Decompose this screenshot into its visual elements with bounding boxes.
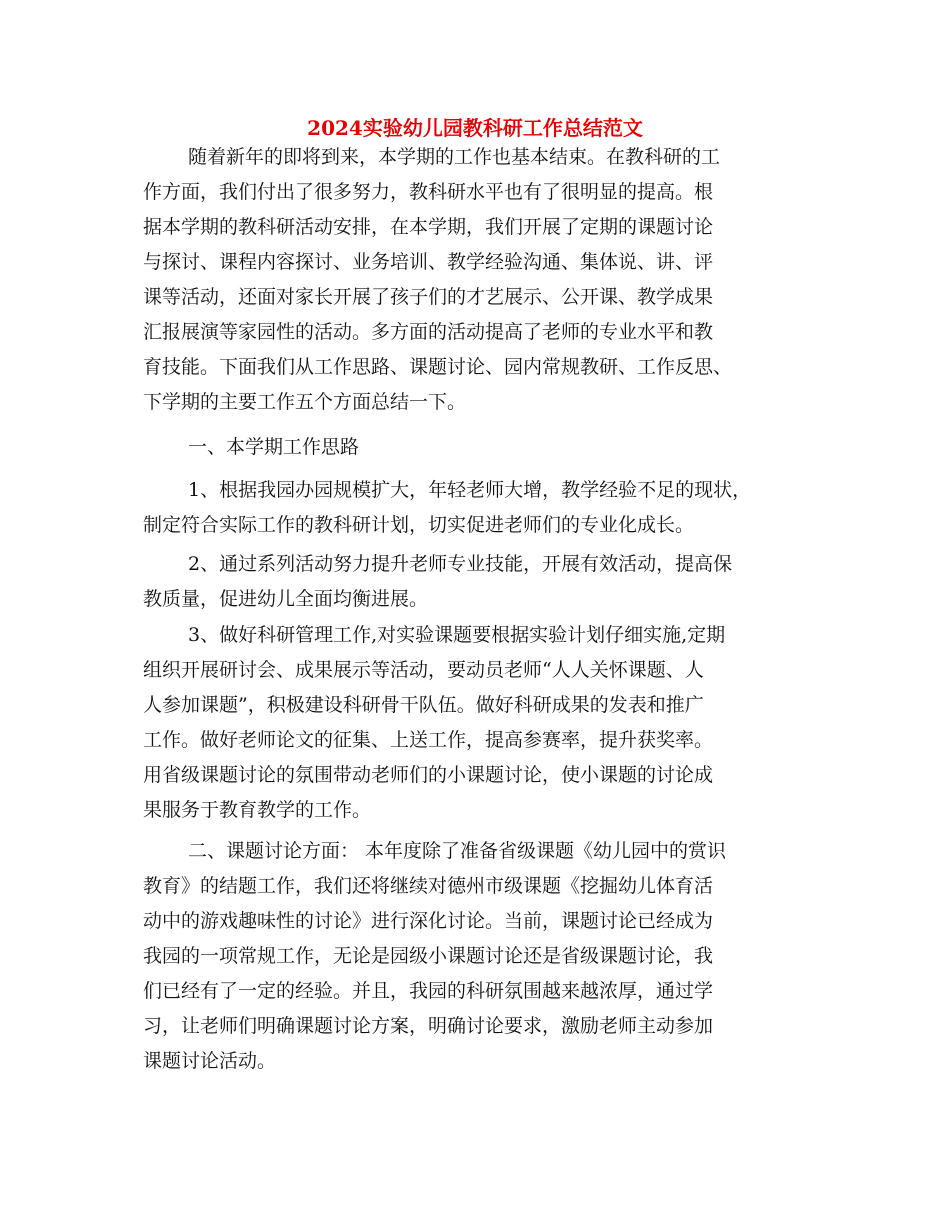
paragraph-line: 果服务于教育教学的工作。 — [143, 799, 372, 821]
paragraph-line: 作方面，我们付出了很多努力，教科研水平也有了很明显的提高。根 — [143, 181, 714, 203]
paragraph-line: 2、通过系列活动努力提升老师专业技能，开展有效活动，提高保 — [188, 553, 733, 575]
section-heading: 一、本学期工作思路 — [188, 436, 360, 458]
paragraph-line: 课等活动，还面对家长开展了孩子们的才艺展示、公开课、教学成果 — [143, 286, 714, 308]
section-heading: 二、课题讨论方面： 本年度除了准备省级课题《幼儿园中的赏识 — [188, 840, 727, 862]
paragraph-line: 用省级课题讨论的氛围带动老师们的小课题讨论，使小课题的讨论成 — [143, 764, 714, 786]
paragraph-line: 工作。做好老师论文的征集、上送工作，提高参赛率，提升获奖率。 — [143, 729, 714, 751]
paragraph-line: 们已经有了一定的经验。并且，我园的科研氛围越来越浓厚，通过学 — [143, 980, 714, 1002]
paragraph-line: 与探讨、课程内容探讨、业务培训、教学经验沟通、集体说、讲、评 — [143, 251, 714, 273]
paragraph-line: 人参加课题”，积极建设科研骨干队伍。做好科研成果的发表和推广 — [143, 694, 704, 716]
paragraph-line: 下学期的主要工作五个方面总结一下。 — [143, 391, 467, 413]
paragraph-line: 习，让老师们明确课题讨论方案，明确讨论要求，激励老师主动参加 — [143, 1015, 714, 1037]
paragraph-line: 1、根据我园办园规模扩大，年轻老师大增，教学经验不足的现状， — [188, 479, 752, 501]
paragraph-line: 制定符合实际工作的教科研计划，切实促进老师们的专业化成长。 — [143, 514, 695, 536]
paragraph-line: 组织开展研讨会、成果展示等活动，要动员老师“人人关怀课题、人 — [143, 659, 704, 681]
paragraph-line: 教质量，促进幼儿全面均衡进展。 — [143, 588, 429, 610]
document-title: 2024实验幼儿园教科研工作总结范文 — [307, 116, 643, 140]
paragraph-line: 我园的一项常规工作，无论是园级小课题讨论还是省级课题讨论，我 — [143, 945, 714, 967]
paragraph-line: 3、做好科研管理工作,对实验课题要根据实验计划仔细实施,定期 — [188, 624, 726, 646]
paragraph-line: 随着新年的即将到来，本学期的工作也基本结束。在教科研的工 — [188, 146, 721, 168]
paragraph-line: 据本学期的教科研活动安排，在本学期，我们开展了定期的课题讨论 — [143, 216, 714, 238]
paragraph-line: 育技能。下面我们从工作思路、课题讨论、园内常规教研、工作反思、 — [143, 356, 733, 378]
paragraph-line: 动中的游戏趣味性的讨论》进行深化讨论。当前，课题讨论已经成为 — [143, 910, 714, 932]
paragraph-line: 汇报展演等家园性的活动。多方面的活动提高了老师的专业水平和教 — [143, 321, 714, 343]
paragraph-line: 课题讨论活动。 — [143, 1050, 277, 1072]
paragraph-line: 教育》的结题工作，我们还将继续对德州市级课题《挖掘幼儿体育活 — [143, 875, 714, 897]
